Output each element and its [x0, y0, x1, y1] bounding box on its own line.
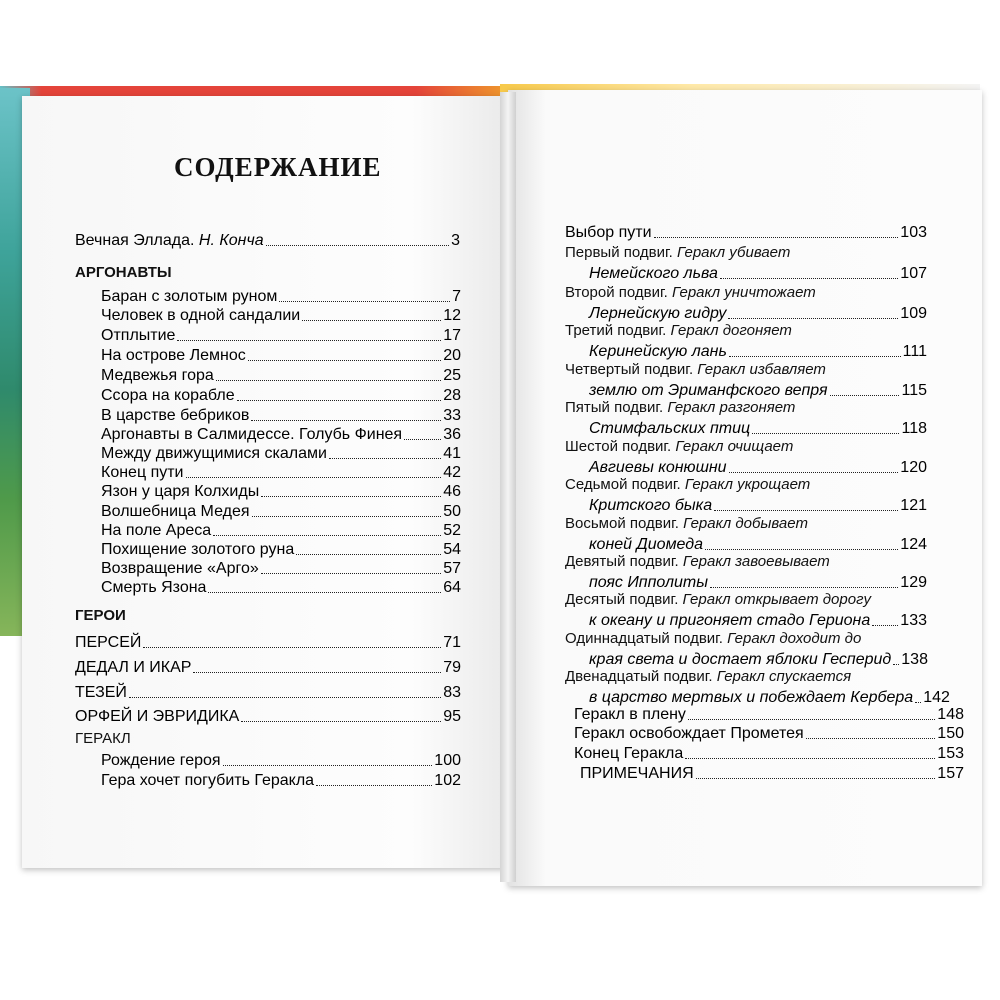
toc-page-number: 12 — [443, 307, 461, 324]
toc-page-number: 157 — [937, 765, 964, 782]
toc-entry — [101, 326, 461, 345]
toc-entry — [101, 386, 461, 405]
dot-leader — [654, 237, 899, 238]
dot-leader — [720, 278, 898, 279]
toc-entry-title: Конец Геракла — [574, 745, 684, 762]
dot-leader — [705, 549, 898, 550]
toc-page-number: 50 — [443, 503, 461, 520]
toc-entry-title: Между движущимися скалами — [101, 445, 327, 462]
toc-entry-title: Гера хочет погубить Геракла — [101, 772, 315, 789]
toc-page-number: 3 — [451, 232, 460, 249]
dot-leader — [329, 458, 441, 459]
dot-leader — [752, 433, 899, 434]
toc-entry — [101, 463, 461, 482]
labour-number: Седьмой подвиг. — [565, 476, 685, 493]
section-heading-argonauts: АРГОНАВТЫ — [75, 264, 172, 281]
toc-page-number: 133 — [900, 612, 927, 629]
toc-entry-title: Конец пути — [101, 464, 184, 481]
toc-page-number: 111 — [902, 343, 927, 360]
toc-entry-intro — [75, 231, 460, 250]
labour-subtitle: Геракл избавляет — [697, 361, 826, 378]
toc-page-number: 42 — [443, 464, 461, 481]
toc-page-number: 102 — [434, 772, 461, 789]
toc-entry-title: Смерть Язона — [101, 579, 207, 596]
toc-page-number: 33 — [443, 407, 461, 424]
dot-leader — [216, 380, 441, 381]
labour-subtitle: Геракл уничтожает — [672, 284, 816, 301]
dot-leader — [252, 516, 442, 517]
dot-leader — [251, 420, 441, 421]
labour-subtitle: Геракл завоевывает — [682, 553, 830, 570]
toc-page-number: 71 — [443, 634, 461, 651]
dot-leader — [237, 400, 442, 401]
toc-page-number: 120 — [900, 459, 927, 476]
toc-entry — [101, 578, 461, 597]
toc-entry — [101, 406, 461, 425]
labour-title-line — [565, 399, 795, 416]
toc-page-number: 52 — [443, 522, 461, 539]
toc-entry-title: В царстве бебриков — [101, 407, 250, 424]
labour-title-line — [565, 361, 826, 378]
labour-title-line — [565, 284, 816, 301]
toc-page-number: 54 — [443, 541, 461, 558]
toc-entry — [101, 521, 461, 540]
dot-leader — [143, 647, 441, 648]
dot-leader — [241, 721, 441, 722]
dot-leader — [279, 301, 450, 302]
dot-leader — [830, 395, 900, 396]
toc-page-number: 148 — [937, 706, 964, 723]
labour-number: Восьмой подвиг. — [565, 515, 684, 532]
toc-entry-labour — [589, 381, 927, 400]
labour-subtitle-cont: Немейского льва — [589, 265, 718, 282]
dot-leader — [806, 738, 936, 739]
toc-page-number: 64 — [443, 579, 461, 596]
dot-leader — [728, 318, 898, 319]
labour-subtitle: Геракл спускается — [716, 668, 852, 685]
toc-entry — [101, 366, 461, 385]
section-heading-heroes: ГЕРОИ — [75, 607, 126, 624]
dot-leader — [261, 496, 441, 497]
labour-subtitle: Геракл доходит до — [727, 630, 862, 647]
labour-title-line — [565, 591, 871, 608]
dot-leader — [872, 625, 898, 626]
dot-leader — [729, 356, 901, 357]
labour-number: Шестой подвиг. — [565, 438, 676, 455]
toc-entry-labour — [589, 611, 927, 630]
labour-subtitle-cont: землю от Эриманфского вепря — [589, 382, 828, 399]
labour-title-line — [565, 630, 861, 647]
toc-entry-labour — [589, 342, 927, 361]
labour-number: Двенадцатый подвиг. — [565, 668, 717, 685]
toc-entry-title: Медвежья гора — [101, 367, 214, 384]
labour-number: Второй подвиг. — [565, 284, 672, 301]
toc-entry-labour — [589, 650, 927, 669]
labour-subtitle: Геракл открывает дорогу — [682, 591, 871, 608]
toc-entry — [101, 751, 461, 770]
book-gutter — [500, 92, 516, 882]
toc-entry-labour — [589, 458, 927, 477]
toc-entry-labour — [589, 535, 927, 554]
toc-entry — [101, 540, 461, 559]
toc-entry-hero — [75, 658, 461, 677]
toc-entry — [101, 287, 461, 306]
toc-entry-labour — [589, 573, 927, 592]
toc-entry-labour — [589, 264, 927, 283]
dot-leader — [915, 702, 921, 703]
dot-leader — [248, 360, 441, 361]
toc-page-number: 142 — [923, 689, 950, 706]
toc-entry-notes — [580, 764, 964, 783]
labour-subtitle-cont: Керинейскую лань — [589, 343, 727, 360]
toc-entry-labour — [589, 304, 927, 323]
toc-page-number: 25 — [443, 367, 461, 384]
toc-page-number: 41 — [443, 445, 461, 462]
toc-entry-title: ПЕРСЕЙ — [75, 634, 142, 651]
dot-leader — [302, 320, 441, 321]
toc-entry-title: Похищение золотого руна — [101, 541, 295, 558]
toc-page-number: 138 — [901, 651, 928, 668]
toc-page-number: 83 — [443, 684, 461, 701]
toc-entry-author: Н. Конча — [198, 232, 264, 249]
dot-leader — [296, 554, 441, 555]
toc-entry-title: Волшебница Медея — [101, 503, 250, 520]
labour-subtitle-cont: Критского быка — [589, 497, 713, 514]
toc-entry-choice — [565, 223, 927, 242]
toc-page-number: 107 — [900, 265, 927, 282]
labour-subtitle: Геракл добывает — [683, 515, 808, 532]
toc-page-number: 20 — [443, 347, 461, 364]
toc-page-number: 46 — [443, 483, 461, 500]
labour-title-line — [565, 476, 810, 493]
toc-entry — [574, 744, 964, 763]
labour-number: Девятый подвиг. — [565, 553, 683, 570]
toc-entry-title: Вечная Эллада. — [75, 232, 199, 249]
dot-leader — [688, 719, 935, 720]
dot-leader — [714, 510, 898, 511]
dot-leader — [213, 535, 441, 536]
labour-subtitle-cont: к океану и пригоняет стадо Гериона — [589, 612, 871, 629]
toc-page-number: 129 — [900, 574, 927, 591]
page-title: СОДЕРЖАНИЕ — [174, 152, 382, 182]
dot-leader — [193, 672, 441, 673]
toc-entry-title: Рождение героя — [101, 752, 221, 769]
labour-title-line — [565, 322, 792, 339]
toc-entry — [101, 306, 461, 325]
toc-page-number: 109 — [900, 305, 927, 322]
toc-entry-title: Отплытие — [101, 327, 176, 344]
toc-entry-title: На острове Лемнос — [101, 347, 246, 364]
labour-number: Третий подвиг. — [565, 322, 671, 339]
toc-entry-title: ТЕЗЕЙ — [75, 684, 127, 701]
labour-title-line — [565, 515, 808, 532]
labour-number: Пятый подвиг. — [565, 399, 668, 416]
labour-title-line — [565, 438, 793, 455]
labour-subtitle-cont: пояс Ипполиты — [589, 574, 708, 591]
toc-entry-title: Человек в одной сандалии — [101, 307, 301, 324]
labour-number: Одиннадцатый подвиг. — [565, 630, 728, 647]
toc-page-number: 121 — [900, 497, 927, 514]
dot-leader — [266, 245, 449, 246]
labour-subtitle-cont: Лернейскую гидру — [589, 305, 727, 322]
toc-entry-title: На поле Ареса — [101, 522, 212, 539]
toc-entry — [101, 444, 461, 463]
toc-entry-title: Ссора на корабле — [101, 387, 235, 404]
labour-subtitle: Геракл укрощает — [684, 476, 811, 493]
toc-entry-title: ОРФЕЙ И ЭВРИДИКА — [75, 708, 240, 725]
toc-entry-labour — [589, 496, 927, 515]
toc-entry — [101, 482, 461, 501]
labour-subtitle-cont: Стимфальских птиц — [589, 420, 751, 437]
toc-entry-title: Геракл освобождает Прометея — [574, 725, 804, 742]
labour-number: Первый подвиг. — [565, 244, 677, 261]
toc-entry-title: ПРИМЕЧАНИЯ — [580, 765, 694, 782]
labour-subtitle-cont: в царство мертвых и побеждает Кербера — [589, 689, 914, 706]
labour-subtitle: Геракл догоняет — [670, 322, 792, 339]
labour-title-line — [565, 668, 851, 685]
dot-leader — [893, 664, 899, 665]
dot-leader — [316, 785, 432, 786]
labour-number: Десятый подвиг. — [565, 591, 683, 608]
toc-page-number: 95 — [443, 708, 461, 725]
toc-entry-title: Возвращение «Арго» — [101, 560, 259, 577]
toc-page-number: 118 — [901, 420, 927, 437]
labour-title-line — [565, 553, 830, 570]
dot-leader — [404, 439, 441, 440]
toc-page-number: 17 — [443, 327, 461, 344]
toc-entry-labour — [589, 419, 927, 438]
dot-leader — [710, 587, 898, 588]
toc-entry-title: Аргонавты в Салмидессе. Голубь Финея — [101, 426, 403, 443]
labour-subtitle: Геракл очищает — [675, 438, 794, 455]
dot-leader — [261, 573, 441, 574]
toc-page-number: 57 — [443, 560, 461, 577]
toc-page-number: 36 — [443, 426, 461, 443]
dot-leader — [729, 472, 899, 473]
labour-subtitle-cont: коней Диомеда — [589, 536, 703, 553]
toc-entry-title: Геракл в плену — [574, 706, 686, 723]
toc-entry — [101, 425, 461, 444]
toc-page-number: 115 — [901, 382, 927, 399]
labour-title-line — [565, 244, 790, 261]
toc-entry-title: Язон у царя Колхиды — [101, 483, 260, 500]
toc-entry-title: ДЕДАЛ И ИКАР — [75, 659, 192, 676]
toc-page-number: 150 — [937, 725, 964, 742]
toc-entry — [101, 346, 461, 365]
toc-entry-hero — [75, 633, 461, 652]
toc-entry — [574, 705, 964, 724]
toc-page-number: 7 — [452, 288, 461, 305]
dot-leader — [129, 697, 441, 698]
toc-entry-hero — [75, 707, 461, 726]
toc-entry — [574, 724, 964, 743]
labour-subtitle-cont: Авгиевы конюшни — [589, 459, 727, 476]
toc-page-number: 124 — [900, 536, 927, 553]
dot-leader — [685, 758, 935, 759]
heracles-heading: ГЕРАКЛ — [75, 730, 131, 747]
labour-subtitle: Геракл разгоняет — [667, 399, 796, 416]
toc-page-number: 103 — [900, 224, 927, 241]
toc-entry-title: Баран с золотым руном — [101, 288, 278, 305]
toc-entry-hero — [75, 683, 461, 702]
dot-leader — [177, 340, 441, 341]
toc-page-number: 153 — [937, 745, 964, 762]
labour-subtitle: Геракл убивает — [676, 244, 791, 261]
toc-entry — [101, 559, 461, 578]
labour-number: Четвертый подвиг. — [565, 361, 698, 378]
toc-page-number: 79 — [443, 659, 461, 676]
toc-entry — [101, 771, 461, 790]
dot-leader — [208, 592, 441, 593]
dot-leader — [223, 765, 433, 766]
toc-page-number: 100 — [434, 752, 461, 769]
toc-entry-title: Выбор пути — [565, 224, 652, 241]
dot-leader — [696, 778, 936, 779]
toc-page-number: 28 — [443, 387, 461, 404]
toc-entry — [101, 502, 461, 521]
labour-subtitle-cont: края света и достает яблоки Гесперид — [589, 651, 892, 668]
dot-leader — [186, 477, 442, 478]
